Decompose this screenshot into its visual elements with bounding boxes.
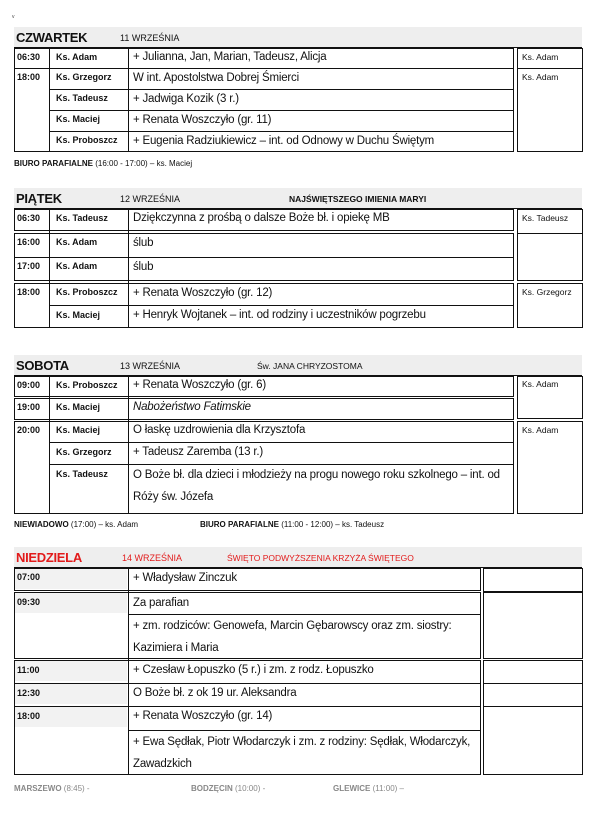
sunday-header bbox=[14, 547, 582, 568]
day-date: 14 WRZEŚNIA bbox=[122, 553, 183, 563]
intention: + zm. rodziców: Genowefa, Marcin Gębarowscy oraz zm. siostry: Kazimiera i Maria bbox=[133, 620, 452, 654]
priest: Ks. Tadeusz bbox=[56, 213, 108, 223]
mass-time: 06:30 bbox=[17, 213, 41, 223]
intention: + Tadeusz Zaremba (13 r.) bbox=[133, 446, 263, 458]
mass-time: 18:00 bbox=[17, 287, 41, 297]
intention: + Julianna, Jan, Marian, Tadeusz, Alicja bbox=[133, 51, 327, 63]
day-date: 13 WRZEŚNIA bbox=[120, 361, 181, 371]
side-priest: Ks. Grzegorz bbox=[522, 287, 572, 297]
mass-time: 06:30 bbox=[17, 52, 41, 62]
footer-label: GLEWICE bbox=[333, 784, 371, 793]
day-feast: ŚWIĘTO PODWYŻSZENIA KRZYŻA ŚWIĘTEGO bbox=[227, 553, 414, 563]
sunday-side-2 bbox=[483, 592, 583, 659]
priest: Ks. Adam bbox=[56, 261, 98, 271]
footer-text: (10:00) - bbox=[235, 784, 266, 793]
mass-time: 16:00 bbox=[17, 237, 41, 247]
sunday-side-3 bbox=[483, 660, 583, 684]
note-label: BIURO PARAFIALNE bbox=[200, 520, 279, 529]
page-mark: v bbox=[12, 14, 15, 20]
priest: Ks. Maciej bbox=[56, 402, 101, 412]
side-priest: Ks. Adam bbox=[522, 425, 559, 435]
mass-time: 07:00 bbox=[17, 572, 41, 582]
day-name: SOBOTA bbox=[16, 358, 69, 373]
day-name: PIĄTEK bbox=[16, 191, 62, 206]
side-priest: Ks. Adam bbox=[522, 52, 559, 62]
intention: Za parafian bbox=[133, 597, 189, 609]
thursday-header bbox=[14, 27, 582, 48]
intention: Dziękczynna z prośbą o dalsze Boże bł. i opiekę MB bbox=[133, 212, 390, 224]
priest: Ks. Maciej bbox=[56, 310, 101, 320]
intention: O łaskę uzdrowienia dla Krzysztofa bbox=[133, 424, 306, 436]
intention: W int. Apostolstwa Dobrej Śmierci bbox=[133, 72, 299, 84]
mass-time: 20:00 bbox=[17, 425, 41, 435]
sunday-footer-1 bbox=[14, 784, 90, 793]
intention: O Boże bł. z ok 19 ur. Aleksandra bbox=[133, 687, 297, 699]
mass-time: 09:30 bbox=[17, 597, 41, 607]
sunday-side-4 bbox=[483, 683, 583, 707]
footer-label: MARSZEWO bbox=[14, 784, 62, 793]
mass-time: 11:00 bbox=[17, 665, 40, 675]
mass-time: 18:00 bbox=[17, 72, 41, 82]
note-text: (17:00) – ks. Adam bbox=[70, 520, 139, 529]
note-text: (11:00 - 12:00) – ks. Tadeusz bbox=[281, 520, 385, 529]
intention: + Władysław Zinczuk bbox=[133, 572, 237, 584]
intention: ślub bbox=[133, 237, 154, 249]
day-date: 11 WRZEŚNIA bbox=[120, 33, 180, 43]
intention: + Jadwiga Kozik (3 r.) bbox=[133, 93, 239, 105]
footer-text: (8:45) - bbox=[63, 784, 90, 793]
priest: Ks. Maciej bbox=[56, 114, 101, 124]
mass-time: 18:00 bbox=[17, 711, 41, 721]
day-date: 12 WRZEŚNIA bbox=[120, 194, 181, 204]
friday-side-2 bbox=[517, 233, 583, 281]
footer-label: BODZĘCIN bbox=[191, 784, 233, 793]
saturday-header bbox=[14, 355, 582, 376]
saturday-note-1 bbox=[14, 520, 138, 529]
sunday-footer-2 bbox=[191, 784, 265, 793]
priest: Ks. Proboszcz bbox=[56, 287, 118, 297]
note-label: BIURO PARAFIALNE bbox=[14, 159, 93, 168]
footer-text: (11:00) – bbox=[372, 784, 405, 793]
priest: Ks. Adam bbox=[56, 52, 98, 62]
intention: + Renata Woszczyło (gr. 14) bbox=[133, 710, 273, 722]
intention: + Henryk Wojtanek – int. od rodziny i uczestników pogrzebu bbox=[133, 309, 426, 321]
mass-time: 09:00 bbox=[17, 380, 41, 390]
sunday-footer-3 bbox=[333, 784, 404, 793]
priest: Ks. Maciej bbox=[56, 425, 101, 435]
intention: + Eugenia Radziukiewicz – int. od Odnowy w Duchu Świętym bbox=[133, 135, 435, 147]
day-feast: Św. JANA CHRYZOSTOMA bbox=[257, 361, 363, 371]
intention: + Renata Woszczyło (gr. 11) bbox=[133, 114, 272, 126]
intention: + Ewa Sędłak, Piotr Włodarczyk i zm. z rodziny: Sędłak, Włodarczyk, Zawadzkich bbox=[133, 736, 471, 770]
intention: + Czesław Łopuszko (5 r.) i zm. z rodz. Łopuszko bbox=[133, 664, 374, 676]
mass-time: 17:00 bbox=[17, 261, 41, 271]
day-name: CZWARTEK bbox=[16, 30, 88, 45]
day-name: NIEDZIELA bbox=[16, 550, 82, 565]
sunday-side-1 bbox=[483, 568, 583, 592]
side-priest: Ks. Tadeusz bbox=[522, 213, 569, 223]
note-label: NIEWIADOWO bbox=[14, 520, 69, 529]
intention: ślub bbox=[133, 261, 154, 273]
priest: Ks. Proboszcz bbox=[56, 380, 118, 390]
mass-time: 19:00 bbox=[17, 402, 41, 412]
saturday-note-2 bbox=[200, 520, 384, 529]
priest: Ks. Tadeusz bbox=[56, 469, 108, 479]
intention: O Boże bł. dla dzieci i młodzieży na progu nowego roku szkolnego – int. od Róży św. Józefa bbox=[133, 469, 500, 503]
intention: + Renata Woszczyło (gr. 6) bbox=[133, 379, 266, 391]
sunday-row-1 bbox=[14, 568, 481, 591]
note-text: (16:00 - 17:00) – ks. Maciej bbox=[95, 159, 193, 168]
priest: Ks. Adam bbox=[56, 237, 98, 247]
intention: Nabożeństwo Fatimskie bbox=[133, 401, 251, 413]
side-priest: Ks. Adam bbox=[522, 72, 559, 82]
priest: Ks. Grzegorz bbox=[56, 447, 112, 457]
day-feast: NAJŚWIĘTSZEGO IMIENIA MARYI bbox=[289, 194, 427, 204]
thursday-office-note bbox=[14, 159, 192, 168]
priest: Ks. Grzegorz bbox=[56, 72, 112, 82]
sunday-side-5 bbox=[483, 706, 583, 775]
side-priest: Ks. Adam bbox=[522, 379, 559, 389]
priest: Ks. Proboszcz bbox=[56, 135, 118, 145]
mass-time: 12:30 bbox=[17, 688, 41, 698]
friday-header bbox=[14, 188, 582, 209]
priest: Ks. Tadeusz bbox=[56, 93, 108, 103]
intention: + Renata Woszczyło (gr. 12) bbox=[133, 287, 273, 299]
